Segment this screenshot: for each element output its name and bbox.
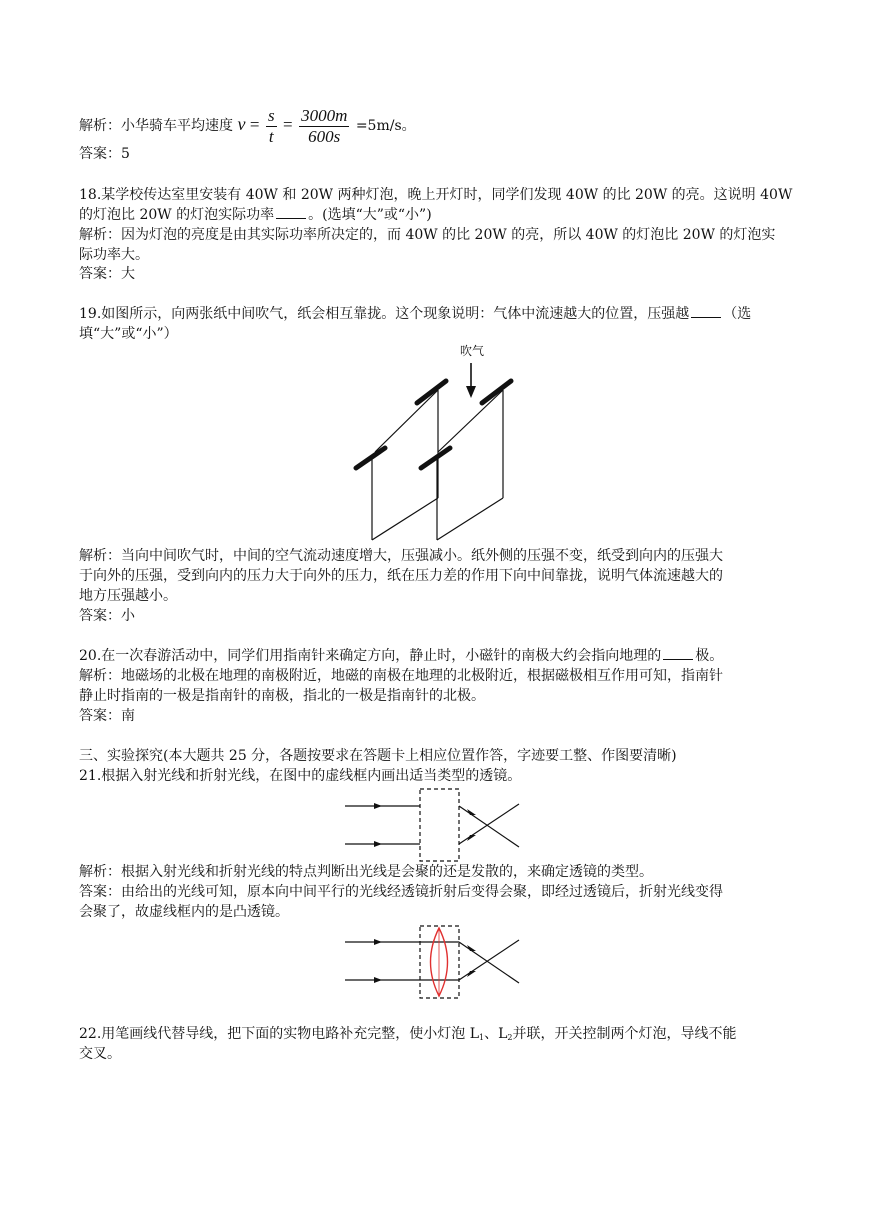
q18-question-line2 [79,205,432,225]
q17-v-symbol: v [237,114,246,134]
q17-answer: 答案：5 [79,146,130,162]
q17-numerator: 3000m [301,105,348,125]
q22-question-line1 [79,1024,737,1048]
q19-question-line2: 填“大”或“小”） [79,326,178,342]
q22-sub-1: 1 [479,1033,485,1042]
section3-title: 三、实验探究(本大题共 25 分，各题按要求在答题卡上相应位置作答，字迹要工整、作图要清晰) [79,748,677,764]
q21-question: 21.根据入射光线和折射光线，在图中的虚线框内画出适当类型的透镜。 [79,768,522,784]
q18-question-line2a: 的灯泡比 20W 的灯泡实际功率 [79,207,275,223]
q21-answer-line2: 会聚了，故虚线框内的是凸透镜。 [79,904,289,920]
q17-t: t [268,126,274,146]
q18-question-line1: 18.某学校传达室里安装有 40W 和 20W 两种灯泡，晚上开灯时，同学们发现 40W 的比 20W 的亮。这说明 40W [79,187,793,203]
q17-result: =5m/s。 [355,118,416,134]
q19-question-line1a: 19.如图所示，向两张纸中间吹气，纸会相互靠拢。这个现象说明：气体中流速越大的位置，压强越 [79,306,690,322]
q19-answer: 答案：小 [79,608,135,624]
q20-answer-blank [663,647,693,660]
q17-fraction-s-over-t [266,106,277,147]
q22-question-line1a: 22.用笔画线代替导线，把下面的实物电路补充完整，使小灯泡 L [79,1026,480,1042]
q20-analysis-line2: 静止时指南的一极是指南针的南极，指北的一极是指南针的北极。 [79,688,485,704]
q22-sub-2: 2 [507,1033,513,1042]
q19-analysis-line1: 解析：当向中间吹气时，中间的空气流动速度增大，压强减小。纸外侧的压强不变，纸受到向内的压强大 [79,548,723,564]
q18-question-line2b: 。(选填“大”或“小”) [308,207,432,223]
q17-equals-1: = [249,115,260,134]
q17-s: s [267,105,275,125]
q21-analysis: 解析：根据入射光线和折射光线的特点判断出光线是会聚的还是发散的，来确定透镜的类型。 [79,864,653,880]
q20-question-line1b: 极。 [695,648,724,664]
q20-answer: 答案：南 [79,708,135,724]
q18-answer: 答案：大 [79,266,135,282]
convex-lens-shape [431,928,448,996]
q22-question-line1b: 、L [484,1026,508,1042]
q17-denominator: 600s [308,126,341,146]
q18-analysis-line2: 际功率大。 [79,247,149,263]
q19-analysis-line3: 地方压强越小。 [79,588,177,604]
q22-question-line2: 交叉。 [79,1046,121,1062]
q17-equals-2: = [283,115,293,134]
q18-analysis-line1: 解析：因为灯泡的亮度是由其实际功率所决定的，而 40W 的比 20W 的亮，所以 40W 的灯泡比 20W 的灯泡实 [79,227,776,243]
q19-answer-blank [691,305,721,318]
q20-question-line1a: 20.在一次春游活动中，同学们用指南针来确定方向，静止时，小磁针的南极大约会指向地理的 [79,648,662,664]
q18-answer-blank [276,206,306,219]
q20-question-line1 [79,646,723,666]
q17-analysis-line [79,104,416,147]
q19-question-line1 [79,304,751,324]
q19-fig-label: 吹气 [460,344,485,358]
q20-analysis-line1: 解析：地磁场的北极在地理的南极附近，地磁的南极在地理的北极附近，根据磁极相互作用可知，指南针 [79,668,723,684]
q21-answer-line1: 答案：由给出的光线可知，原本向中间平行的光线经透镜折射后变得会聚，即经过透镜后，折射光线变得 [79,884,723,900]
q19-question-line1b: （选 [723,306,752,322]
q19-analysis-line2: 于向外的压强，受到向内的压力大于向外的压力，纸在压力差的作用下向中间靠拢，说明气体流速越大的 [79,568,723,584]
q17-fraction-values [299,106,349,147]
q22-question-line1c: 并联，开关控制两个灯泡，导线不能 [512,1026,737,1042]
q17-analysis-prefix: 解析：小华骑车平均速度 [79,118,233,134]
